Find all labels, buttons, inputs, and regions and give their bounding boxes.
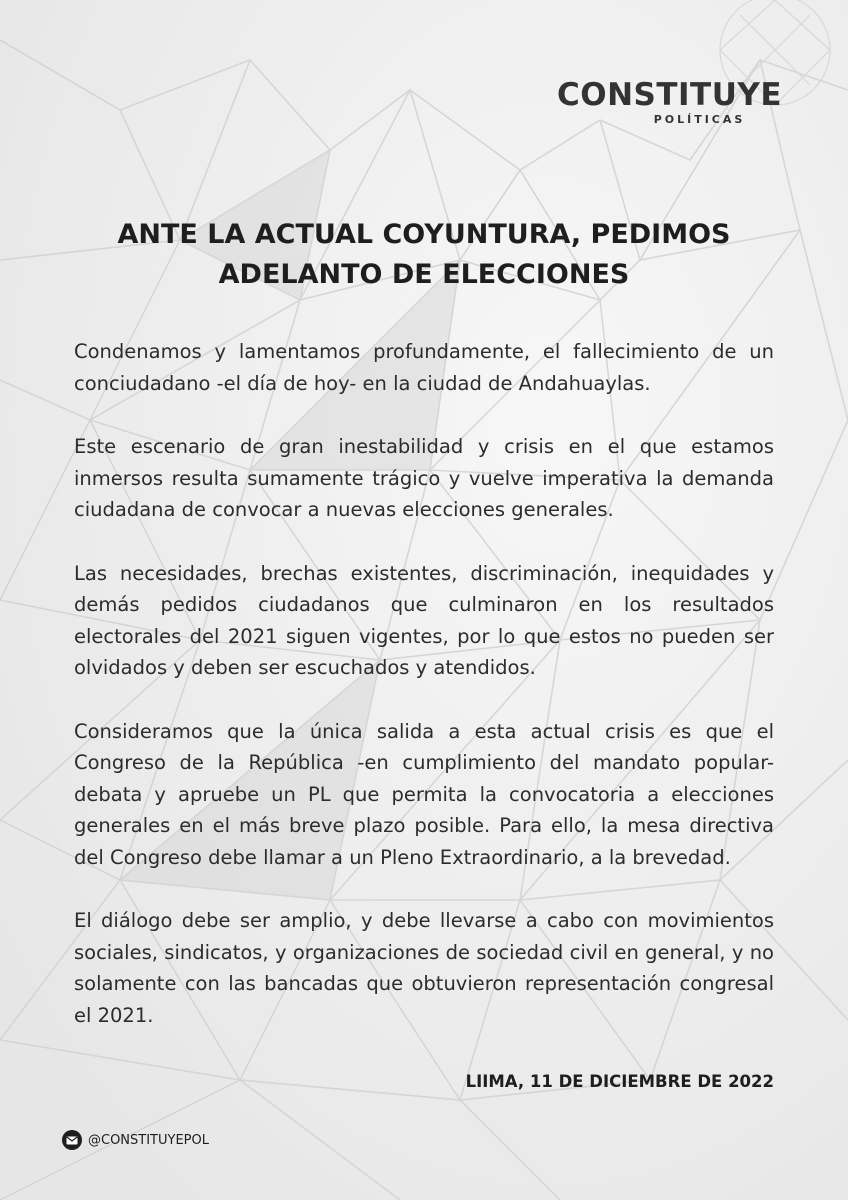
mail-icon	[62, 1130, 82, 1150]
constituye-logo	[557, 77, 782, 126]
logo-subtitle: POLÍTICAS	[653, 113, 746, 126]
paragraph-4: Consideramos que la única salida a esta actual crisis es que el Congreso de la República -en cumplimiento del mandato popular- debata y apruebe un PL que permita la convocatoria a elecciones generales en el más breve plazo posible. Para ello, la mesa directiva del Congreso debe llamar a un Pleno Extraordinario, a la brevedad.	[74, 719, 774, 869]
paragraph-1: Condenamos y lamentamos profundamente, el fallecimiento de un conciudadano -el día de hoy- en la ciudad de Andahuaylas.	[74, 340, 774, 395]
statement-title	[60, 215, 788, 295]
social-handle	[62, 1130, 209, 1150]
paragraph-3: Las necesidades, brechas existentes, discriminación, inequidades y demás pedidos ciudadanos que culminaron en los resultados electorales del 2021 siguen vigentes, por lo que estos no pueden ser olvidados y deben ser escuchados y atendidos.	[74, 561, 774, 679]
title-line-2: ADELANTO DE ELECCIONES	[218, 259, 630, 290]
logo-name: CONSTITUYE	[557, 77, 782, 113]
paragraph-2: Este escenario de gran inestabilidad y crisis en el que estamos inmersos resulta sumamente trágico y vuelve imperativa la demanda ciudadana de convocar a nuevas elecciones generales.	[74, 435, 774, 521]
statement-body	[74, 336, 774, 1063]
title-line-1: ANTE LA ACTUAL COYUNTURA, PEDIMOS	[117, 219, 731, 250]
dateline: LIIMA, 11 DE DICIEMBRE DE 2022	[465, 1072, 774, 1091]
handle-text: @CONSTITUYEPOL	[88, 1132, 209, 1148]
paragraph-5: El diálogo debe ser amplio, y debe llevarse a cabo con movimientos sociales, sindicatos, y organizaciones de sociedad civil en general, y no solamente con las bancadas que obtuvieron representación congresal el 2021.	[74, 909, 774, 1027]
